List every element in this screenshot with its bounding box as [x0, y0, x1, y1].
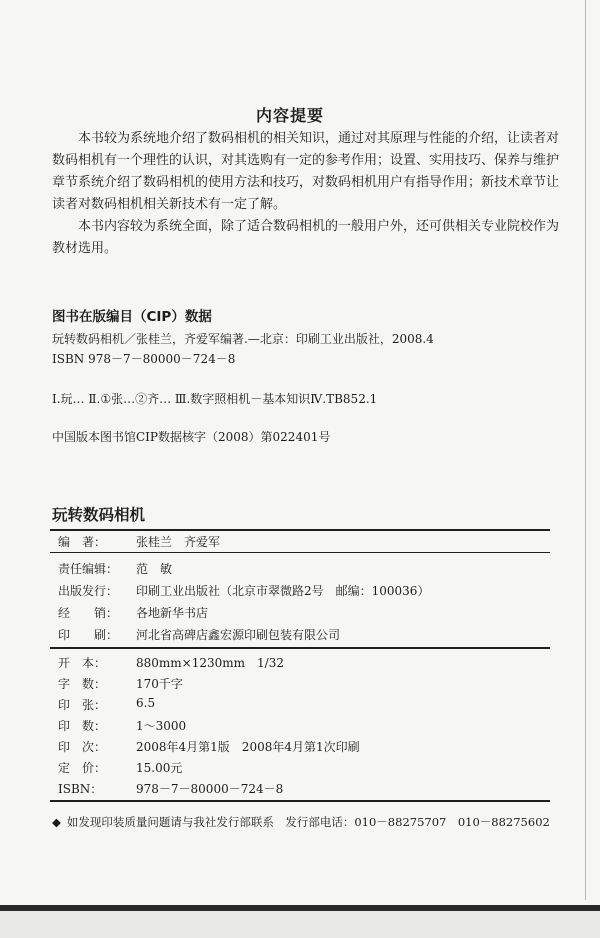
row-label: 印 张：: [58, 698, 107, 712]
summary-paragraph-1: [52, 128, 560, 216]
row-value: 河北省高碑店鑫宏源印刷包装有限公司: [136, 628, 341, 642]
row-label: 字 数：: [58, 677, 107, 691]
page-edge-shadow: [585, 0, 586, 900]
row-value: 880mm×1230mm 1/32: [136, 656, 284, 670]
paragraph-line: 本书较为系统地介绍了数码相机的相关知识，通过对其原理与性能的介绍，让读者对: [78, 131, 560, 146]
row-label: 开 本：: [58, 656, 107, 670]
spec-row: [58, 759, 182, 776]
row-label: 责任编辑：: [58, 562, 119, 576]
row-value: 1～3000: [136, 719, 187, 733]
row-label: 印 刷：: [58, 628, 119, 642]
cip-line-isbn: ISBN 978－7－80000－724－8: [52, 352, 236, 366]
authors-row: [58, 533, 220, 550]
spec-row: [58, 675, 183, 692]
book-title: 玩转数码相机: [52, 506, 146, 524]
scan-background: [0, 911, 600, 938]
publisher-row: [58, 626, 340, 643]
row-label: 经 销：: [58, 606, 119, 620]
cip-line-classification: Ⅰ.玩… Ⅱ.①张…②齐… Ⅲ.数字照相机－基本知识Ⅳ.TB852.1: [52, 392, 378, 406]
cip-line-bibliographic: 玩转数码相机／张桂兰，齐爱军编著.—北京：印刷工业出版社，2008.4: [52, 332, 434, 346]
row-value: 6.5: [136, 696, 156, 710]
diamond-bullet-icon: ◆: [52, 815, 61, 829]
footer-note: [52, 814, 550, 830]
summary-title: 内容提要: [255, 106, 324, 125]
summary-paragraph-2: [52, 216, 560, 260]
publisher-row: [58, 560, 172, 577]
paragraph-line: 读者对数码相机相关新技术有一定了解。: [52, 197, 287, 212]
paragraph-line: 数码相机有一个理性的认识，对其选购有一定的参考作用；设置、实用技巧、保养与维护: [52, 153, 560, 168]
divider: [50, 647, 550, 649]
row-value: 170千字: [136, 677, 183, 691]
row-value: 各地新华书店: [136, 606, 209, 620]
spec-row: [58, 717, 186, 734]
paragraph-line: 教材选用。: [52, 241, 118, 256]
cip-line-record-number: 中国版本图书馆CIP数据核字（2008）第022401号: [52, 430, 331, 444]
authors-value: 张桂兰 齐爱军: [136, 535, 221, 549]
paragraph-line: 本书内容较为系统全面，除了适合数码相机的一般用户外，还可供相关专业院校作为: [78, 219, 560, 234]
divider: [50, 552, 550, 553]
row-value: 15.00元: [136, 761, 183, 775]
publisher-row: [58, 582, 429, 599]
spec-row: [58, 654, 284, 671]
row-label: ISBN：: [58, 782, 103, 796]
row-label: 印 数：: [58, 719, 107, 733]
cip-title: 图书在版编目（CIP）数据: [52, 309, 212, 325]
divider: [50, 800, 550, 802]
row-value: 978－7－80000－724－8: [136, 782, 284, 796]
row-label: 印 次：: [58, 740, 107, 754]
publisher-row: [58, 604, 208, 621]
row-label: 出版发行：: [58, 584, 119, 598]
spec-row: [58, 696, 155, 713]
row-value: 2008年4月第1版 2008年4月第1次印刷: [136, 740, 360, 754]
row-value: 范 敏: [136, 562, 173, 576]
divider: [50, 529, 550, 531]
row-value: 印刷工业出版社（北京市翠微路2号 邮编：100036）: [136, 584, 430, 598]
spec-row: [58, 738, 360, 755]
spec-row: [58, 780, 283, 797]
footer-note-text: 如发现印装质量问题请与我社发行部联系 发行部电话：010－88275707 010－88275602: [66, 815, 550, 829]
row-label: 定 价：: [58, 761, 107, 775]
paragraph-line: 章节系统介绍了数码相机的使用方法和技巧，对数码相机用户有指导作用；新技术章节让: [52, 175, 560, 190]
authors-label: 编 著：: [58, 535, 107, 549]
